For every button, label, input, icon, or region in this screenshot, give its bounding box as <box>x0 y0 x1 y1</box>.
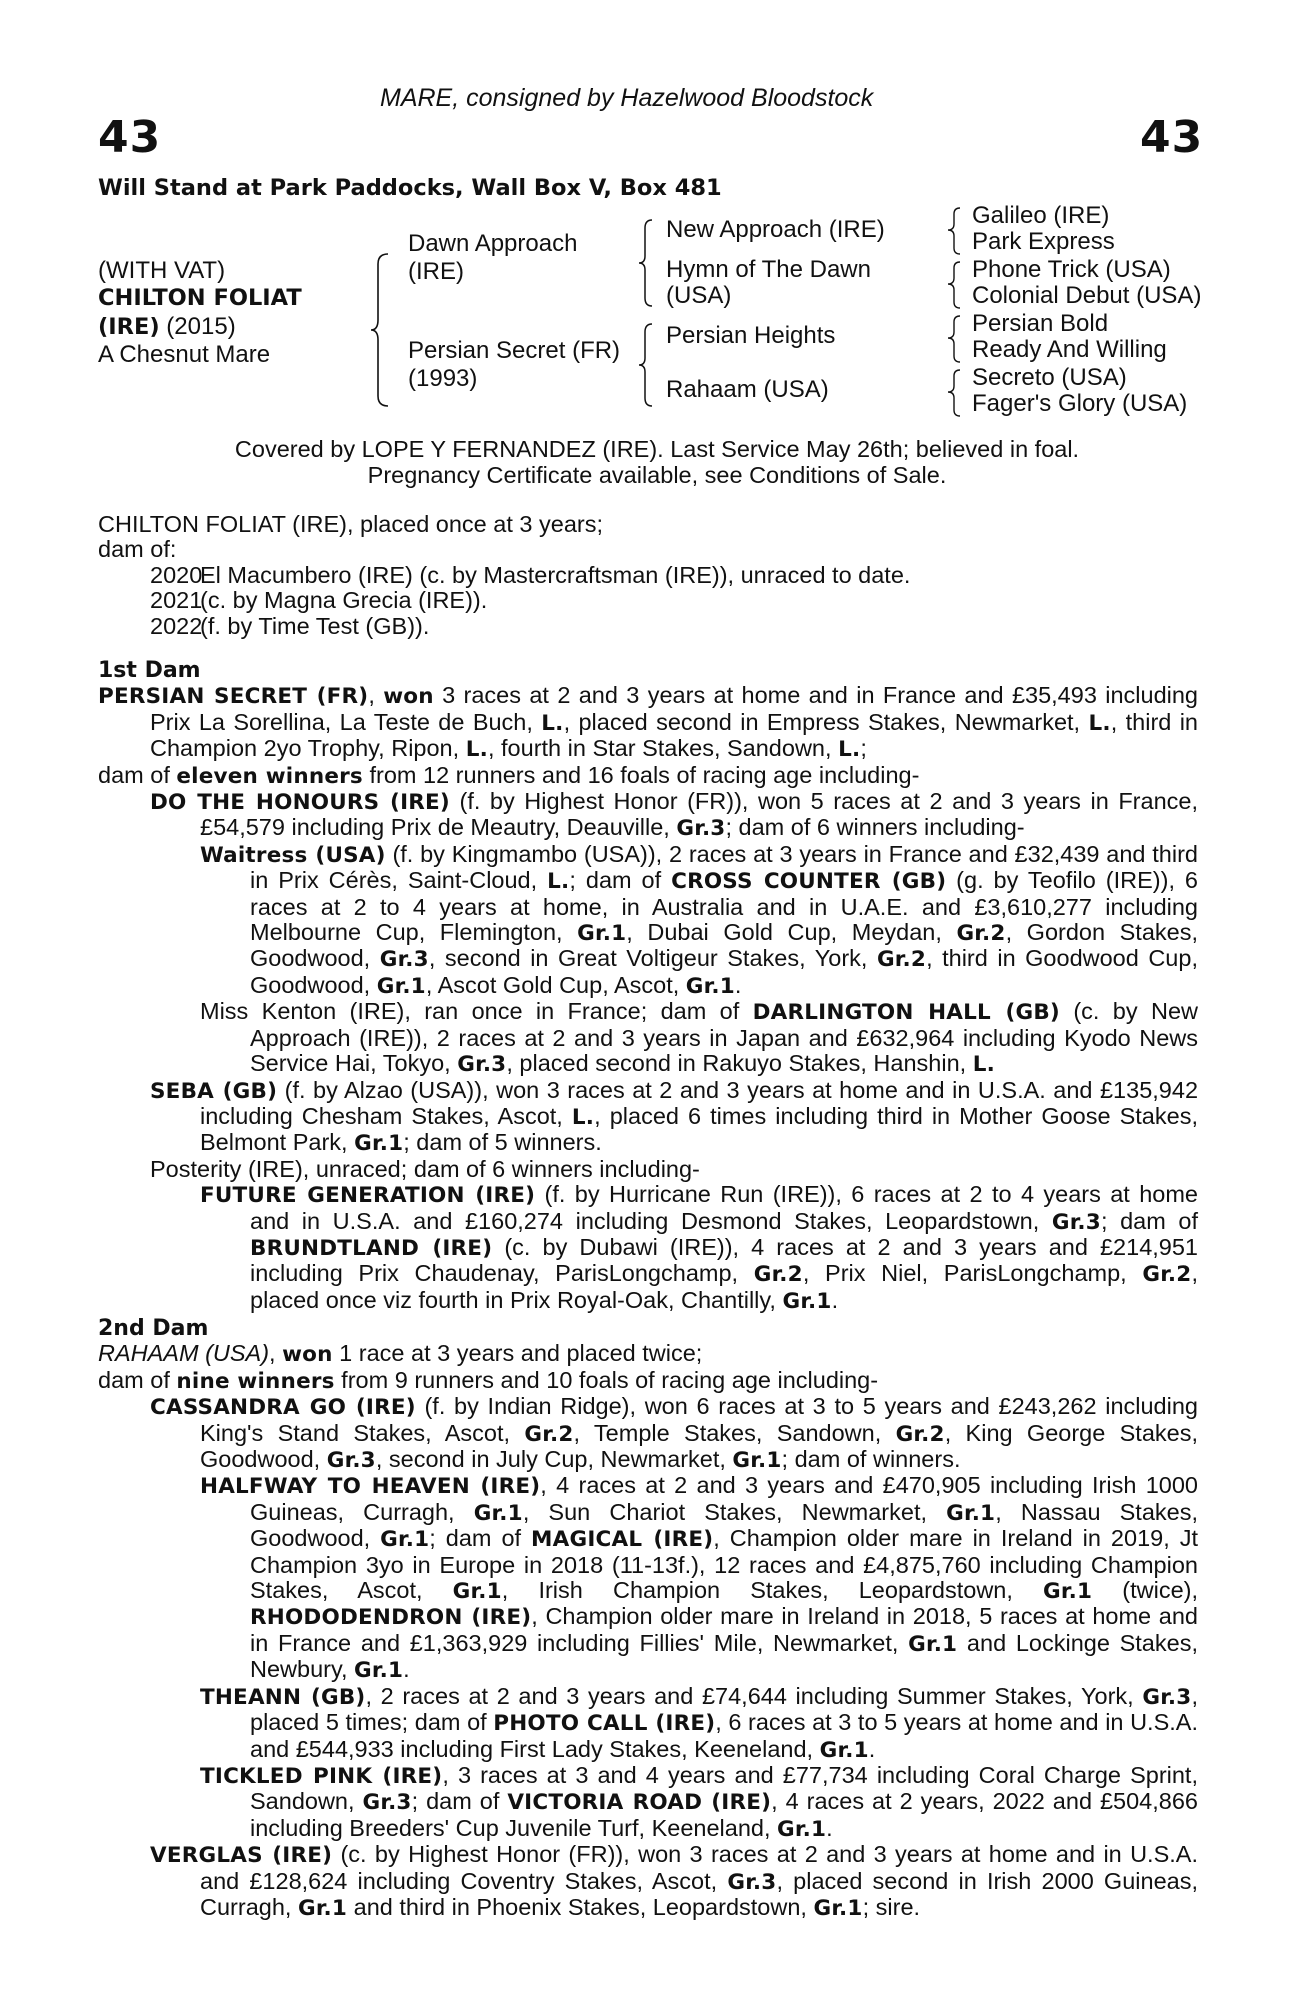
dam-of-summary: dam of eleven winners from 12 runners and 16 foals of racing age including- <box>98 761 920 789</box>
lot-number-right: 43 <box>1140 112 1204 163</box>
produce-entry-waitress: Waitress (USA) (f. by Kingmambo (USA)), 2 races at 3 years in France and £32,439 and third in Prix Cérès, Saint-Cloud, L.; dam of CROSS COUNTER (GB) (g. by Teofilo (IRE)), 6 races at 2 to 4 years at home, in Australia and in U.A.E. and £3,610,277 including Melbourne Cup, Flemington, Gr.1, Dubai Gold Cup, Meydan, Gr.2, Gordon Stakes, Goodwood, Gr.3, second in Great Voltigeur Stakes, York, Gr.2, third in Goodwood Cup, Goodwood, Gr.1, Ascot Gold Cup, Ascot, Gr.1. <box>200 840 1198 999</box>
consigned-by: MARE, consigned by Hazelwood Bloodstock <box>380 84 874 112</box>
horse-name-line2: (IRE) (2015) <box>98 313 236 340</box>
horse-name: CHILTON FOLIAT <box>98 285 302 311</box>
horse-description: A Chesnut Mare <box>98 341 271 368</box>
second-dam-section <box>98 1316 1198 1921</box>
sire-name: Dawn Approach <box>408 230 578 257</box>
sire-sire-dam: Park Express <box>972 228 1115 255</box>
dam-dam-dam: Fager's Glory (USA) <box>972 390 1188 417</box>
first-dam-section <box>98 658 1198 1314</box>
produce-record <box>98 512 1198 639</box>
sire-name-suffix: (IRE) <box>408 258 464 285</box>
covered-line: Covered by LOPE Y FERNANDEZ (IRE). Last Service May 26th; believed in foal. <box>234 436 1080 462</box>
produce-entry-verglas: VERGLAS (IRE) (c. by Highest Honor (FR)), won 3 races at 2 and 3 years at home and in U.S.A. and £128,624 including Coventry Stakes, Ascot, Gr.3, placed second in Irish 2000 Guineas, Curragh, Gr.1 and third in Phoenix Stakes, Leopardstown, Gr.1; sire. <box>150 1841 1198 1921</box>
produce-item: 2021 (c. by Magna Grecia (IRE)). <box>150 587 488 614</box>
dam-year: (1993) <box>408 365 478 392</box>
sire-sire-sire: Galileo (IRE) <box>972 202 1110 229</box>
produce-item: 2020 El Macumbero (IRE) (c. by Mastercraftsman (IRE)), unraced to date. <box>150 561 911 588</box>
pedigree-brace-gen3 <box>946 206 962 418</box>
dam-name: Persian Secret (FR) <box>408 337 621 364</box>
produce-intro: CHILTON FOLIAT (IRE), placed once at 3 years; <box>98 511 603 537</box>
dam-sire-sire: Persian Bold <box>972 310 1109 337</box>
stand-location: Will Stand at Park Paddocks, Wall Box V, Box 481 <box>98 175 722 201</box>
dam-sire: Persian Heights <box>666 322 836 349</box>
produce-entry-do-the-honours: DO THE HONOURS (IRE) (f. by Highest Honor (FR)), won 5 races at 2 and 3 years in France, £54,579 including Prix de Meautry, Deauville, Gr.3; dam of 6 winners including- <box>150 788 1198 842</box>
first-dam-heading: 1st Dam <box>98 658 201 683</box>
produce-entry-theann: THEANN (GB), 2 races at 2 and 3 years and £74,644 including Summer Stakes, York, Gr.3, placed 5 times; dam of PHOTO CALL (IRE), 6 races at 3 to 5 years at home and in U.S.A. and £544,933 including First Lady Stakes, Keeneland, Gr.1. <box>200 1682 1198 1763</box>
second-dam-heading: 2nd Dam <box>98 1316 209 1341</box>
sire-dam-dam: Colonial Debut (USA) <box>972 282 1202 309</box>
dam-of-summary: dam of nine winners from 9 runners and 10 foals of racing age including- <box>98 1366 879 1394</box>
produce-entry-miss-kenton: Miss Kenton (IRE), ran once in France; dam of DARLINGTON HALL (GB) (c. by New Approach (IRE)), 2 races at 2 and 3 years in Japan and £632,964 including Kyodo News Service Hai, Tokyo, Gr.3, placed second in Rakuyo Stakes, Hanshin, L. <box>200 998 1198 1078</box>
produce-entry-cassandra-go: CASSANDRA GO (IRE) (f. by Indian Ridge), won 6 races at 3 to 5 years and £243,262 including King's Stand Stakes, Ascot, Gr.2, Temple Stakes, Sandown, Gr.2, King George Stakes, Goodwood, Gr.3, second in July Cup, Newmarket, Gr.1; dam of winners. <box>150 1393 1199 1474</box>
sire-dam: Hymn of The Dawn <box>666 256 871 283</box>
vat-note: (WITH VAT) <box>98 257 226 284</box>
sire-sire: New Approach (IRE) <box>666 216 885 243</box>
lot-number-left: 43 <box>98 112 162 163</box>
pedigree-brace-main <box>368 250 392 410</box>
dam-entry-rahaam: RAHAAM (USA), won 1 race at 3 years and placed twice; <box>98 1340 703 1368</box>
produce-dam-of: dam of: <box>98 536 177 563</box>
produce-entry-tickled-pink: TICKLED PINK (IRE), 3 races at 3 and 4 years and £77,734 including Coral Charge Sprint, Sandown, Gr.3; dam of VICTORIA ROAD (IRE), 4 races at 2 years, 2022 and £504,866 including Breeders' Cup Juvenile Turf, Keeneland, Gr.1. <box>200 1761 1198 1842</box>
produce-entry-seba: SEBA (GB) (f. by Alzao (USA)), won 3 races at 2 and 3 years at home and in U.S.A. and £135,942 including Chesham Stakes, Ascot, L., placed 6 times including third in Mother Goose Stakes, Belmont Park, Gr.1; dam of 5 winners. <box>150 1076 1199 1157</box>
sire-dam-suffix: (USA) <box>666 282 732 309</box>
dam-dam-sire: Secreto (USA) <box>972 364 1127 391</box>
pedigree-brace-dam <box>636 322 656 408</box>
pregnancy-certificate-line: Pregnancy Certificate available, see Conditions of Sale. <box>367 462 947 488</box>
pedigree-brace-sire <box>636 218 656 308</box>
dam-sire-dam: Ready And Willing <box>972 336 1167 363</box>
dam-dam: Rahaam (USA) <box>666 376 829 403</box>
sire-dam-sire: Phone Trick (USA) <box>972 256 1171 283</box>
produce-entry-posterity: Posterity (IRE), unraced; dam of 6 winners including- <box>150 1155 700 1182</box>
dam-entry-persian-secret: PERSIAN SECRET (FR), won 3 races at 2 and 3 years at home and in France and £35,493 including Prix La Sorellina, La Teste de Buch, L., placed second in Empress Stakes, Newmarket, L., third in Champion 2yo Trophy, Ripon, L., fourth in Star Stakes, Sandown, L.; <box>98 682 1199 763</box>
produce-entry-future-generation: FUTURE GENERATION (IRE) (f. by Hurricane Run (IRE)), 6 races at 2 to 4 years at home and in U.S.A. and £160,274 including Desmond Stakes, Leopardstown, Gr.3; dam of BRUNDTLAND (IRE) (c. by Dubawi (IRE)), 4 races at 2 and 3 years and £214,951 including Prix Chaudenay, ParisLongchamp, Gr.2, Prix Niel, ParisLongchamp, Gr.2, placed once viz fourth in Prix Royal-Oak, Chantilly, Gr.1. <box>200 1181 1199 1314</box>
produce-entry-halfway-to-heaven: HALFWAY TO HEAVEN (IRE), 4 races at 2 and 3 years and £470,905 including Irish 1000 Guineas, Curragh, Gr.1, Sun Chariot Stakes, Newmarket, Gr.1, Nassau Stakes, Goodwood, Gr.1; dam of MAGICAL (IRE), Champion older mare in Ireland in 2019, Jt Champion 3yo in Europe in 2018 (11-13f.), 12 races and £4,875,760 including Champion Stakes, Ascot, Gr.1, Irish Champion Stakes, Leopardstown, Gr.1 (twice), RHODODENDRON (IRE), Champion older mare in Ireland in 2018, 5 races at home and in France and £1,363,929 including Fillies' Mile, Newmarket, Gr.1 and Lockinge Stakes, Newbury, Gr.1. <box>200 1472 1199 1684</box>
produce-item: 2022 (f. by Time Test (GB)). <box>150 612 430 639</box>
